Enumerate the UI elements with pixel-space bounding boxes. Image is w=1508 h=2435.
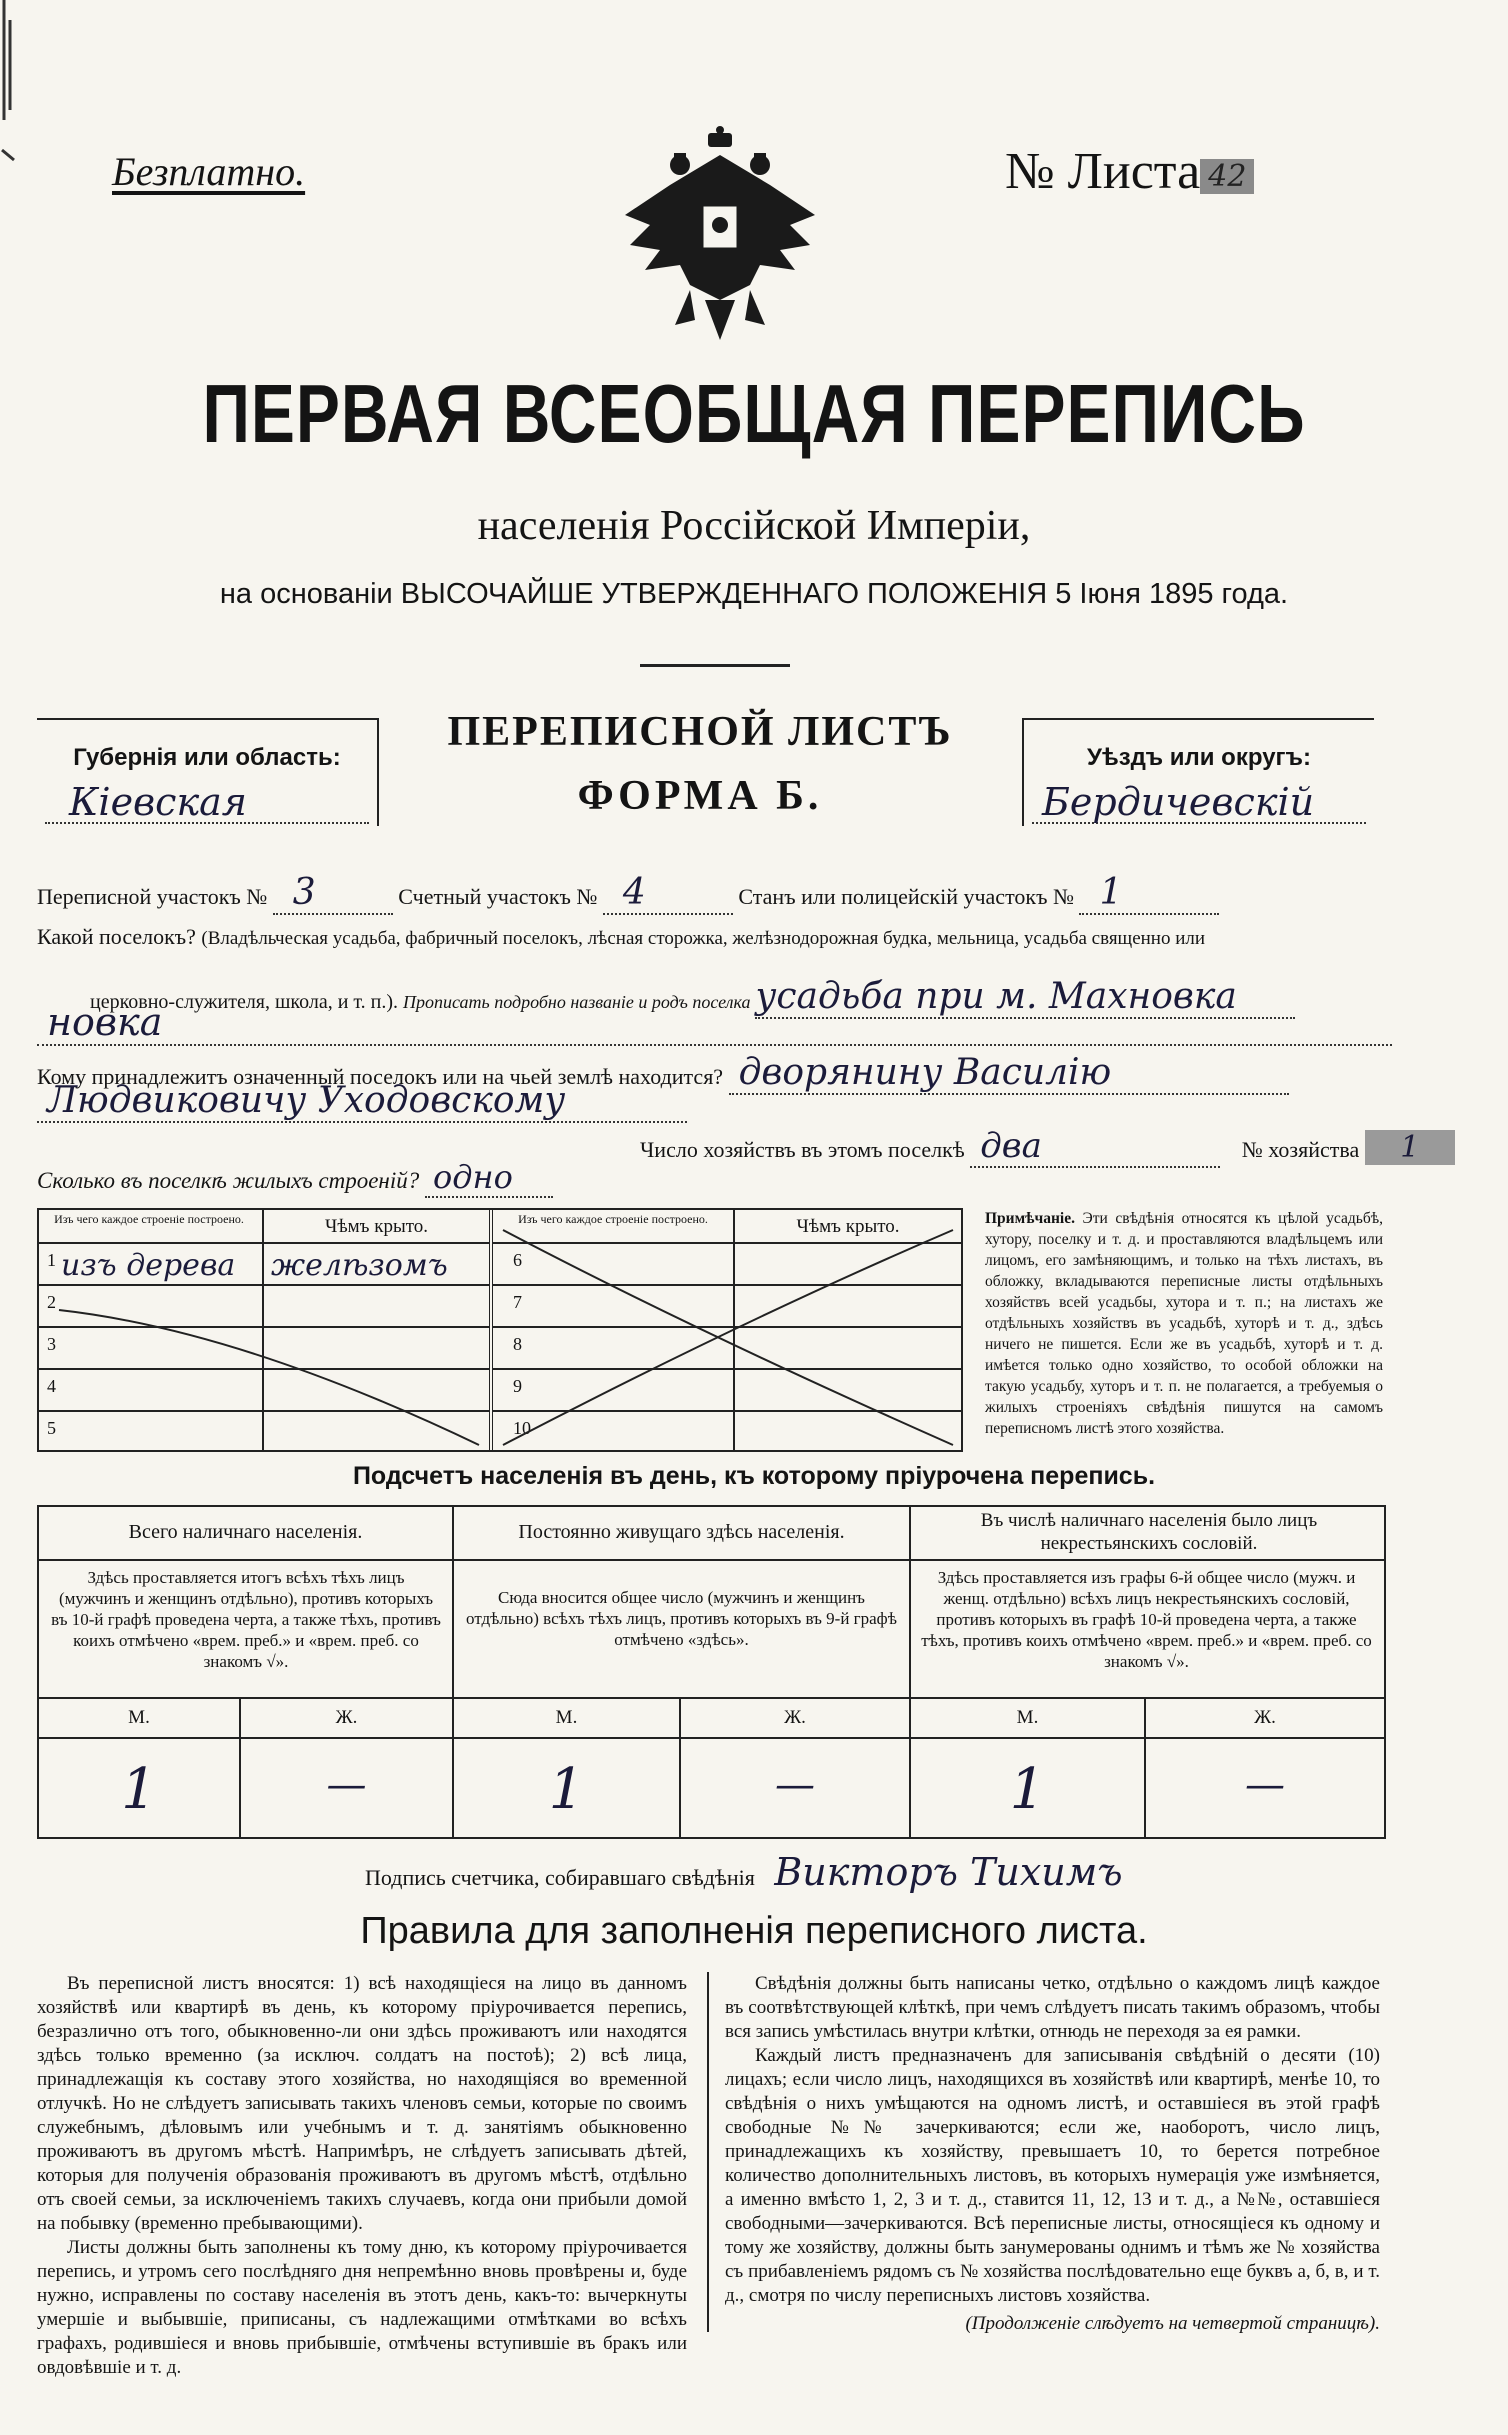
census-basis: на основаніи ВЫСОЧАЙШЕ УТВЕРЖДЕННАГО ПОЛОЖЕНІЯ 5 Іюня 1895 года.	[219, 578, 1289, 610]
signature-value: Викторъ Тихимъ	[774, 1850, 1123, 1894]
households-label: Число хозяйствъ въ этомъ поселкѣ	[640, 1137, 965, 1162]
buildings-table-left	[39, 1210, 493, 1450]
strike-right	[493, 1210, 961, 1450]
free-label: Безплатно.	[112, 149, 306, 194]
owner-label: Кому принадлежитъ означенный поселокъ или на чьей землѣ находится?	[37, 1064, 724, 1089]
row-number: 4	[47, 1376, 56, 1396]
household-number-value: 1	[1365, 1130, 1455, 1165]
coat-of-arms	[620, 125, 820, 350]
count-col3-text: Здѣсь проставляется изъ графы 6-й общее число (мужч. и женщ. отдѣльно) всѣхъ лицъ некрестьянскихъ сословій, противъ которыхъ въ графѣ 10-й проведена черта, а также тѣхъ, противъ коихъ отмѣчено «врем. преб.» и «врем. преб. со знакомъ √».	[921, 1568, 1372, 1671]
male-label: М.	[128, 1707, 150, 1728]
row-number: 7	[513, 1292, 522, 1312]
census-subtitle: населенія Россійской Имперіи,	[477, 503, 1031, 549]
district-value: Бердичевскій	[1032, 782, 1366, 824]
resident-female-value: —	[775, 1762, 815, 1808]
rules-left-p1: Въ переписной листъ вносятся: 1) всѣ находящіеся на лицо въ данномъ хозяйствѣ или квартирѣ въ день, къ которому пріурочивается перепись, безразлично отъ того, обыкновенно-ли они здѣсь проживаютъ или находятся здѣсь только временно (за исключ. солдатъ на постоѣ); 2) всѣ лица, принадлежащія къ составу этого хозяйства, но находящіяся во временной отлучкѣ. Но не слѣдуетъ записывать такихъ членовъ семьи, которые по своимъ служебнымъ, дѣловымъ или учебнымъ и т. д. занятіямъ обыкновенно проживаютъ въ другомъ мѣстѣ. Напримѣръ, не слѣдуетъ записывать дѣтей, которыя для полученія образованія проживаютъ въ другомъ мѣстѣ, отдѣльно отъ своей семьи, за исключеніемъ такихъ случаевъ, когда они прибыли домой на побывку (временно пребывающими).	[37, 1973, 687, 2234]
row1-material: изъ дерева	[61, 1248, 236, 1283]
total-male-value: 1	[121, 1757, 157, 1822]
count-col3-header: Въ числѣ наличнаго населенія было лицъ некрестьянскихъ сословій.	[980, 1510, 1318, 1554]
police-value: 1	[1079, 872, 1219, 915]
count-area-label: Счетный участокъ №	[398, 884, 598, 909]
count-col2-text: Сюда вносится общее число (мужчинъ и женщинъ отдѣльно) всѣхъ тѣхъ лицъ, противъ которыхъ въ 9-й графѣ отмѣчено «здѣсь».	[466, 1588, 897, 1649]
count-area-value: 4	[603, 872, 733, 915]
nonpeasant-female-value: —	[1245, 1762, 1285, 1808]
count-title: Подсчетъ населенія въ день, къ которому пріурочена перепись.	[352, 1462, 1156, 1490]
row-number: 6	[513, 1250, 522, 1270]
rules-title: Правила для заполненія переписного листа.	[360, 1910, 1148, 1952]
binding-marks	[0, 0, 30, 320]
row1-roof: желѣзомъ	[271, 1248, 448, 1283]
resident-male-value: 1	[548, 1757, 585, 1822]
material-header-right: Изъ чего каждое строеніе построено.	[518, 1212, 708, 1226]
settlement-hint: (Владѣльческая усадьба, фабричный поселокъ, лѣсная сторожка, желѣзнодорожная будка, мельница, усадьба священно или	[201, 928, 1206, 949]
sheet-number	[1005, 142, 1254, 201]
count-col1-header: Всего наличнаго населенія.	[128, 1521, 363, 1543]
sheet-number-value: 42	[1200, 159, 1254, 194]
form-name: ФОРМА Б.	[577, 773, 823, 819]
province-box	[37, 718, 379, 826]
row-number: 1	[47, 1250, 56, 1270]
police-label: Станъ или полицейскій участокъ №	[738, 884, 1074, 909]
note-text: Эти свѣдѣнія относятся къ цѣлой усадьбѣ, хутору, поселку и т. д. и проставляются владѣльцемъ или лицомъ, его замѣняющимъ, и только на тѣхъ листахъ, въ обложку, вкладываются переписные листы отдѣльныхъ хозяйствъ всей усадьбы, хутора и т. п.; на листахъ же отдѣльныхъ хозяйствъ въ усадьбѣ, хуторѣ и т. д., здѣсь ничего не пишется. Если же въ усадьбѣ, хуторѣ и т. д. имѣется только одно хозяйство, то особой обложки на такую усадьбу, хуторъ и т. п. не полагается, а требуемыя о жилыхъ строеніяхъ свѣдѣнія пишутся на самомъ переписномъ листѣ этого хозяйства.	[985, 1210, 1384, 1437]
census-area-label: Переписной участокъ №	[37, 884, 268, 909]
settlement-value-cont: новка	[37, 1000, 1392, 1046]
province-value: Кіевская	[45, 782, 369, 824]
province-label: Губернія или область:	[73, 744, 341, 771]
male-label: М.	[1016, 1707, 1039, 1728]
households-value: два	[970, 1126, 1220, 1168]
male-label: М.	[555, 1707, 578, 1728]
buildings-table	[37, 1208, 963, 1452]
rules-left-p2: Листы должны быть заполнены къ тому дню, къ которому пріурочивается перепись, и утромъ сего послѣдняго дня непремѣнно вновь провѣрены и, буде нужно, исправлены по составу населенія въ этотъ день, какъ-то: вычеркнуты умершіе и выбывшіе, приписаны, съ надлежащими отмѣтками во всѣхъ графахъ, родившіеся и вновь прибывшіе, отмѣчены вступившіе въ бракъ или овдовѣвшіе и т. д.	[37, 2237, 687, 2378]
count-table	[37, 1505, 1386, 1839]
buildings-label: Сколько въ поселкѣ жилыхъ строеній?	[37, 1168, 420, 1193]
settlement-line	[37, 924, 1437, 950]
nonpeasant-male-value: 1	[1009, 1757, 1046, 1822]
settlement-instruction: Прописать подробно названіе и родъ поселка	[403, 992, 751, 1012]
settlement-value: усадьба при м. Махновка	[755, 976, 1295, 1019]
district-label: Уѣздъ или округъ:	[1086, 744, 1312, 771]
buildings-value: одно	[425, 1158, 553, 1198]
row-number: 10	[513, 1418, 531, 1438]
owner-value-cont: Людвиковичу Уходовскому	[37, 1080, 687, 1123]
count-col2-header: Постоянно живущаго здѣсь населенія.	[518, 1521, 845, 1543]
sheet-number-label: № Листа	[1005, 143, 1201, 200]
household-number-label: № хозяйства	[1241, 1137, 1360, 1162]
settlement-hint-2: церковно-служителя, школа, и т. п.).	[90, 991, 398, 1013]
female-label: Ж.	[1254, 1707, 1276, 1728]
rules-left	[37, 1972, 687, 2380]
district-box	[1022, 718, 1374, 826]
row-number: 3	[47, 1334, 56, 1354]
row-number: 5	[47, 1418, 56, 1438]
sheet-title: ПЕРЕПИСНОЙ ЛИСТЪ	[447, 709, 953, 755]
settlement-label: Какой поселокъ?	[37, 924, 196, 949]
buildings-line	[37, 1158, 937, 1198]
count-col1-text: Здѣсь проставляется итогъ всѣхъ тѣхъ лицъ (мужчинъ и женщинъ отдѣльно), противъ которыхъ въ 10-й графѣ проведена черта, а также тѣхъ, противъ коихъ отмѣчено «врем. преб.» и «врем. преб. со знакомъ √».	[51, 1568, 441, 1671]
female-label: Ж.	[784, 1707, 806, 1728]
area-line	[37, 872, 1437, 915]
census-title: ПЕРВАЯ ВСЕОБЩАЯ ПЕРЕПИСЬ	[202, 366, 1306, 460]
note-label: Примѣчаніе.	[985, 1210, 1075, 1227]
rules-right-p1: Свѣдѣнія должны быть написаны четко, отдѣльно о каждомъ лицѣ каждое въ соотвѣтствующей клѣткѣ, при чемъ слѣдуетъ писать такимъ образомъ, чтобы вся запись умѣстилась внутри клѣтки, отнюдь не переходя за ея рамки.	[725, 1973, 1380, 2042]
row-number: 8	[513, 1334, 522, 1354]
roof-header-left: Чѣмъ крыто.	[324, 1216, 429, 1237]
rules-right-p2: Каждый листъ предназначенъ для записыванія свѣдѣній о десяти (10) лицахъ; если число лицъ, находящихся въ хозяйствѣ или квартирѣ, менѣе 10, то свѣдѣнія о нихъ умѣщаются на одномъ листѣ, и оставшіеся въ этой графѣ свободные №№ зачеркиваются; если же, наоборотъ, число лицъ, принадлежащихъ къ хозяйству, превышаетъ 10, то берется потребное количество дополнительныхъ листовъ, въ которыхъ нумерація уже измѣняется, а именно вмѣсто 1, 2, 3 и т. д., ставится 11, 12, 13 и т. д., а №№, оставшіеся свободными—зачеркиваются. Всѣ переписные листы, относящіеся къ одному и тому же хозяйству, должны быть занумерованы однимъ и тѣмъ же № хозяйства съ прибавленіемъ рядомъ съ № хозяйства послѣдовательно еще буквъ а, б, в, и т. д., смотря по числу переписныхъ листовъ хозяйства.	[725, 2045, 1380, 2306]
buildings-table-right	[493, 1210, 961, 1450]
rules-continued: (Продолженіе слѣдуетъ на четвертой страницѣ).	[965, 2313, 1380, 2334]
rules-right	[725, 1972, 1380, 2336]
roof-header-right: Чѣмъ крыто.	[796, 1216, 900, 1237]
row-number: 9	[513, 1376, 522, 1396]
note	[985, 1208, 1383, 1439]
signature-line	[365, 1850, 1375, 1894]
strike-left	[39, 1210, 489, 1450]
divider	[640, 664, 790, 667]
owner-value: дворянину Василію	[729, 1052, 1289, 1095]
material-header-left: Изъ чего каждое строеніе построено.	[54, 1212, 244, 1226]
row-number: 2	[47, 1292, 56, 1312]
female-label: Ж.	[335, 1707, 358, 1728]
signature-label: Подпись счетчика, собиравшаго свѣдѣнія	[365, 1865, 755, 1890]
total-female-value: —	[326, 1762, 367, 1808]
census-area-value: 3	[273, 872, 393, 915]
